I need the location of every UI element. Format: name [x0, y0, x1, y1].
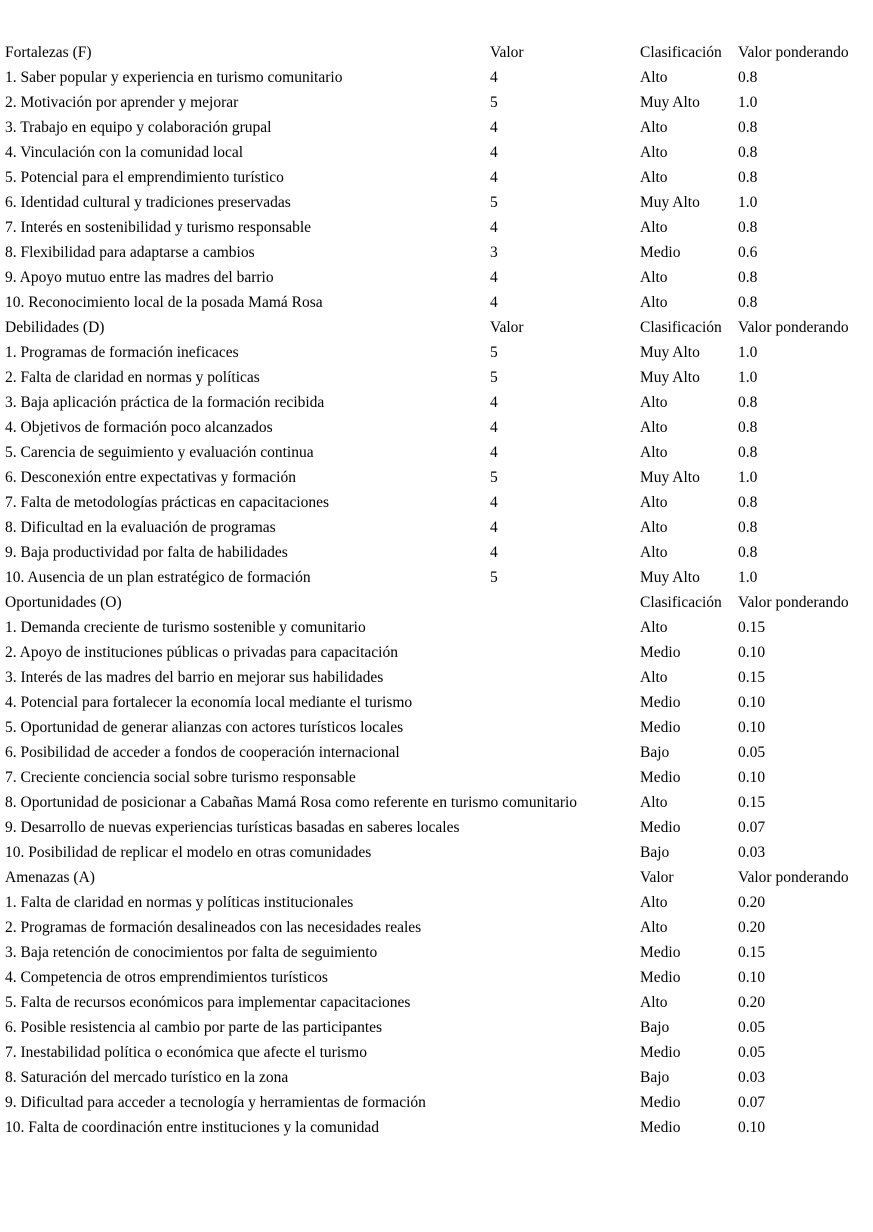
row-clasificacion: Muy Alto	[640, 344, 700, 361]
table-row	[5, 619, 873, 644]
table-row	[5, 769, 873, 794]
table-row	[5, 1044, 873, 1069]
table-row	[5, 419, 873, 444]
column-header-ponderando: Valor ponderando	[738, 869, 849, 886]
row-ponderado: 0.8	[738, 169, 758, 186]
row-clasificacion: Muy Alto	[640, 194, 700, 211]
row-item: 9. Apoyo mutuo entre las madres del barrio	[5, 269, 274, 286]
row-item: 8. Dificultad en la evaluación de programas	[5, 519, 276, 536]
row-item: 5. Potencial para el emprendimiento turístico	[5, 169, 284, 186]
row-clasificacion: Bajo	[640, 1069, 670, 1086]
row-ponderado: 0.10	[738, 1119, 766, 1136]
row-clasificacion: Medio	[640, 1044, 681, 1061]
table-row	[5, 1069, 873, 1094]
table-row	[5, 819, 873, 844]
table-row	[5, 219, 873, 244]
row-ponderado: 0.10	[738, 719, 766, 736]
row-ponderado: 0.15	[738, 794, 766, 811]
table-row	[5, 519, 873, 544]
row-item: 10. Falta de coordinación entre instituciones y la comunidad	[5, 1119, 380, 1136]
table-row	[5, 469, 873, 494]
table-row	[5, 694, 873, 719]
section-title: Fortalezas (F)	[5, 44, 92, 61]
row-ponderado: 0.15	[738, 944, 766, 961]
row-valor: 4	[490, 269, 498, 286]
row-clasificacion: Bajo	[640, 1019, 670, 1036]
row-item: 2. Falta de claridad en normas y políticas	[5, 369, 260, 386]
column-header-clasificacion: Clasificación	[640, 594, 722, 611]
table-row	[5, 1019, 873, 1044]
row-ponderado: 1.0	[738, 569, 758, 586]
row-valor: 4	[490, 294, 498, 311]
section-header-row	[5, 594, 873, 619]
row-item: 7. Interés en sostenibilidad y turismo responsable	[5, 219, 312, 236]
row-ponderado: 0.8	[738, 219, 758, 236]
row-ponderado: 0.05	[738, 1044, 766, 1061]
table-row	[5, 919, 873, 944]
row-clasificacion: Medio	[640, 1119, 681, 1136]
table-row	[5, 644, 873, 669]
row-valor: 5	[490, 469, 498, 486]
row-item: 5. Carencia de seguimiento y evaluación continua	[5, 444, 314, 461]
row-valor: 4	[490, 444, 498, 461]
row-item: 4. Objetivos de formación poco alcanzados	[5, 419, 273, 436]
table-row	[5, 394, 873, 419]
row-clasificacion: Medio	[640, 694, 681, 711]
table-row	[5, 544, 873, 569]
section-header-row	[5, 869, 873, 894]
row-ponderado: 0.8	[738, 294, 758, 311]
row-item: 8. Flexibilidad para adaptarse a cambios	[5, 244, 255, 261]
section-title: Oportunidades (O)	[5, 594, 122, 611]
table-row	[5, 719, 873, 744]
table-row	[5, 1094, 873, 1119]
row-ponderado: 0.8	[738, 144, 758, 161]
table-row	[5, 244, 873, 269]
row-ponderado: 1.0	[738, 369, 758, 386]
row-item: 9. Desarrollo de nuevas experiencias turísticas basadas en saberes locales	[5, 819, 460, 836]
row-ponderado: 0.8	[738, 444, 758, 461]
row-clasificacion: Alto	[640, 169, 668, 186]
row-valor: 5	[490, 94, 498, 111]
row-clasificacion: Medio	[640, 819, 681, 836]
row-valor: 3	[490, 244, 498, 261]
row-clasificacion: Bajo	[640, 844, 670, 861]
row-ponderado: 0.8	[738, 269, 758, 286]
row-item: 3. Baja aplicación práctica de la formación recibida	[5, 394, 325, 411]
row-ponderado: 0.03	[738, 844, 766, 861]
column-header-ponderando: Valor ponderando	[738, 44, 849, 61]
table-row	[5, 844, 873, 869]
row-clasificacion: Alto	[640, 69, 668, 86]
column-header-ponderando: Valor ponderando	[738, 594, 849, 611]
row-ponderado: 0.03	[738, 1069, 766, 1086]
row-valor: 5	[490, 369, 498, 386]
row-clasificacion: Alto	[640, 394, 668, 411]
row-clasificacion: Alto	[640, 619, 668, 636]
row-clasificacion: Alto	[640, 894, 668, 911]
row-valor: 4	[490, 419, 498, 436]
row-clasificacion: Alto	[640, 419, 668, 436]
row-item: 2. Programas de formación desalineados con las necesidades reales	[5, 919, 422, 936]
row-ponderado: 0.8	[738, 544, 758, 561]
row-clasificacion: Medio	[640, 769, 681, 786]
section-title: Debilidades (D)	[5, 319, 105, 336]
row-item: 5. Oportunidad de generar alianzas con actores turísticos locales	[5, 719, 404, 736]
row-clasificacion: Bajo	[640, 744, 670, 761]
row-valor: 4	[490, 144, 498, 161]
row-valor: 4	[490, 169, 498, 186]
row-ponderado: 0.15	[738, 669, 766, 686]
row-ponderado: 0.8	[738, 119, 758, 136]
row-valor: 4	[490, 119, 498, 136]
column-header-clasificacion: Clasificación	[640, 44, 722, 61]
row-item: 3. Interés de las madres del barrio en mejorar sus habilidades	[5, 669, 384, 686]
row-ponderado: 0.20	[738, 894, 766, 911]
row-clasificacion: Alto	[640, 519, 668, 536]
section-title: Amenazas (A)	[5, 869, 95, 886]
row-clasificacion: Alto	[640, 119, 668, 136]
table-row	[5, 894, 873, 919]
row-clasificacion: Alto	[640, 919, 668, 936]
row-item: 10. Posibilidad de replicar el modelo en otras comunidades	[5, 844, 372, 861]
row-ponderado: 0.10	[738, 694, 766, 711]
column-header-valor: Valor	[490, 44, 524, 61]
table-row	[5, 344, 873, 369]
row-item: 4. Vinculación con la comunidad local	[5, 144, 244, 161]
table-row	[5, 794, 873, 819]
row-item: 7. Creciente conciencia social sobre turismo responsable	[5, 769, 356, 786]
table-row	[5, 194, 873, 219]
table-row	[5, 169, 873, 194]
row-clasificacion: Alto	[640, 494, 668, 511]
table-row	[5, 94, 873, 119]
row-item: 10. Ausencia de un plan estratégico de formación	[5, 569, 311, 586]
row-clasificacion: Alto	[640, 269, 668, 286]
table-row	[5, 294, 873, 319]
row-item: 10. Reconocimiento local de la posada Mamá Rosa	[5, 294, 323, 311]
row-item: 8. Oportunidad de posicionar a Cabañas Mamá Rosa como referente en turismo comunitario	[5, 794, 578, 811]
row-clasificacion: Alto	[640, 794, 668, 811]
column-header-valor: Valor	[490, 319, 524, 336]
row-valor: 4	[490, 544, 498, 561]
row-item: 9. Baja productividad por falta de habilidades	[5, 544, 288, 561]
row-item: 6. Identidad cultural y tradiciones preservadas	[5, 194, 291, 211]
row-clasificacion: Medio	[640, 719, 681, 736]
table-row	[5, 569, 873, 594]
row-clasificacion: Alto	[640, 294, 668, 311]
row-clasificacion: Medio	[640, 244, 681, 261]
row-item: 6. Desconexión entre expectativas y formación	[5, 469, 296, 486]
row-ponderado: 0.8	[738, 419, 758, 436]
row-ponderado: 0.8	[738, 519, 758, 536]
row-clasificacion: Muy Alto	[640, 94, 700, 111]
column-header-clasificacion: Clasificación	[640, 319, 722, 336]
row-ponderado: 1.0	[738, 469, 758, 486]
row-clasificacion: Alto	[640, 994, 668, 1011]
row-item: 7. Inestabilidad política o económica que afecte el turismo	[5, 1044, 367, 1061]
row-clasificacion: Medio	[640, 644, 681, 661]
row-ponderado: 0.15	[738, 619, 766, 636]
row-item: 6. Posible resistencia al cambio por parte de las participantes	[5, 1019, 383, 1036]
row-ponderado: 0.05	[738, 744, 766, 761]
table-row	[5, 369, 873, 394]
row-ponderado: 0.05	[738, 1019, 766, 1036]
section-header-row	[5, 319, 873, 344]
row-item: 1. Programas de formación ineficaces	[5, 344, 239, 361]
row-item: 2. Apoyo de instituciones públicas o privadas para capacitación	[5, 644, 398, 661]
row-valor: 4	[490, 519, 498, 536]
table-row	[5, 944, 873, 969]
row-item: 3. Trabajo en equipo y colaboración grupal	[5, 119, 272, 136]
row-ponderado: 0.10	[738, 644, 766, 661]
row-clasificacion: Alto	[640, 144, 668, 161]
column-header-clasificacion: Valor	[640, 869, 674, 886]
row-valor: 4	[490, 219, 498, 236]
row-item: 7. Falta de metodologías prácticas en capacitaciones	[5, 494, 330, 511]
table-row	[5, 144, 873, 169]
table-row	[5, 1119, 873, 1144]
row-clasificacion: Medio	[640, 969, 681, 986]
table-row	[5, 994, 873, 1019]
row-item: 1. Saber popular y experiencia en turismo comunitario	[5, 69, 343, 86]
row-clasificacion: Alto	[640, 544, 668, 561]
row-ponderado: 1.0	[738, 344, 758, 361]
row-ponderado: 0.8	[738, 494, 758, 511]
table-row	[5, 269, 873, 294]
row-item: 1. Demanda creciente de turismo sostenible y comunitario	[5, 619, 366, 636]
row-ponderado: 0.8	[738, 394, 758, 411]
row-valor: 5	[490, 344, 498, 361]
table-row	[5, 744, 873, 769]
section-header-row	[5, 44, 873, 69]
row-valor: 4	[490, 394, 498, 411]
row-clasificacion: Muy Alto	[640, 369, 700, 386]
row-ponderado: 0.07	[738, 819, 766, 836]
table-row	[5, 494, 873, 519]
row-valor: 4	[490, 69, 498, 86]
row-ponderado: 0.07	[738, 1094, 766, 1111]
row-ponderado: 0.10	[738, 769, 766, 786]
row-ponderado: 0.20	[738, 919, 766, 936]
row-clasificacion: Alto	[640, 444, 668, 461]
row-valor: 5	[490, 569, 498, 586]
row-item: 3. Baja retención de conocimientos por falta de seguimiento	[5, 944, 378, 961]
table-row	[5, 69, 873, 94]
row-item: 1. Falta de claridad en normas y políticas institucionales	[5, 894, 354, 911]
row-valor: 4	[490, 494, 498, 511]
row-ponderado: 1.0	[738, 194, 758, 211]
row-item: 4. Competencia de otros emprendimientos turísticos	[5, 969, 328, 986]
table-row	[5, 969, 873, 994]
row-ponderado: 0.10	[738, 969, 766, 986]
table-row	[5, 444, 873, 469]
row-clasificacion: Medio	[640, 944, 681, 961]
table-row	[5, 669, 873, 694]
row-ponderado: 1.0	[738, 94, 758, 111]
row-item: 6. Posibilidad de acceder a fondos de cooperación internacional	[5, 744, 400, 761]
row-ponderado: 0.20	[738, 994, 766, 1011]
row-clasificacion: Alto	[640, 669, 668, 686]
row-clasificacion: Muy Alto	[640, 469, 700, 486]
row-item: 4. Potencial para fortalecer la economía local mediante el turismo	[5, 694, 413, 711]
table-row	[5, 119, 873, 144]
column-header-ponderando: Valor ponderando	[738, 319, 849, 336]
row-clasificacion: Muy Alto	[640, 569, 700, 586]
row-clasificacion: Alto	[640, 219, 668, 236]
row-valor: 5	[490, 194, 498, 211]
row-item: 9. Dificultad para acceder a tecnología y herramientas de formación	[5, 1094, 426, 1111]
row-item: 8. Saturación del mercado turístico en la zona	[5, 1069, 289, 1086]
row-ponderado: 0.6	[738, 244, 758, 261]
row-item: 2. Motivación por aprender y mejorar	[5, 94, 239, 111]
row-item: 5. Falta de recursos económicos para implementar capacitaciones	[5, 994, 411, 1011]
row-clasificacion: Medio	[640, 1094, 681, 1111]
row-ponderado: 0.8	[738, 69, 758, 86]
